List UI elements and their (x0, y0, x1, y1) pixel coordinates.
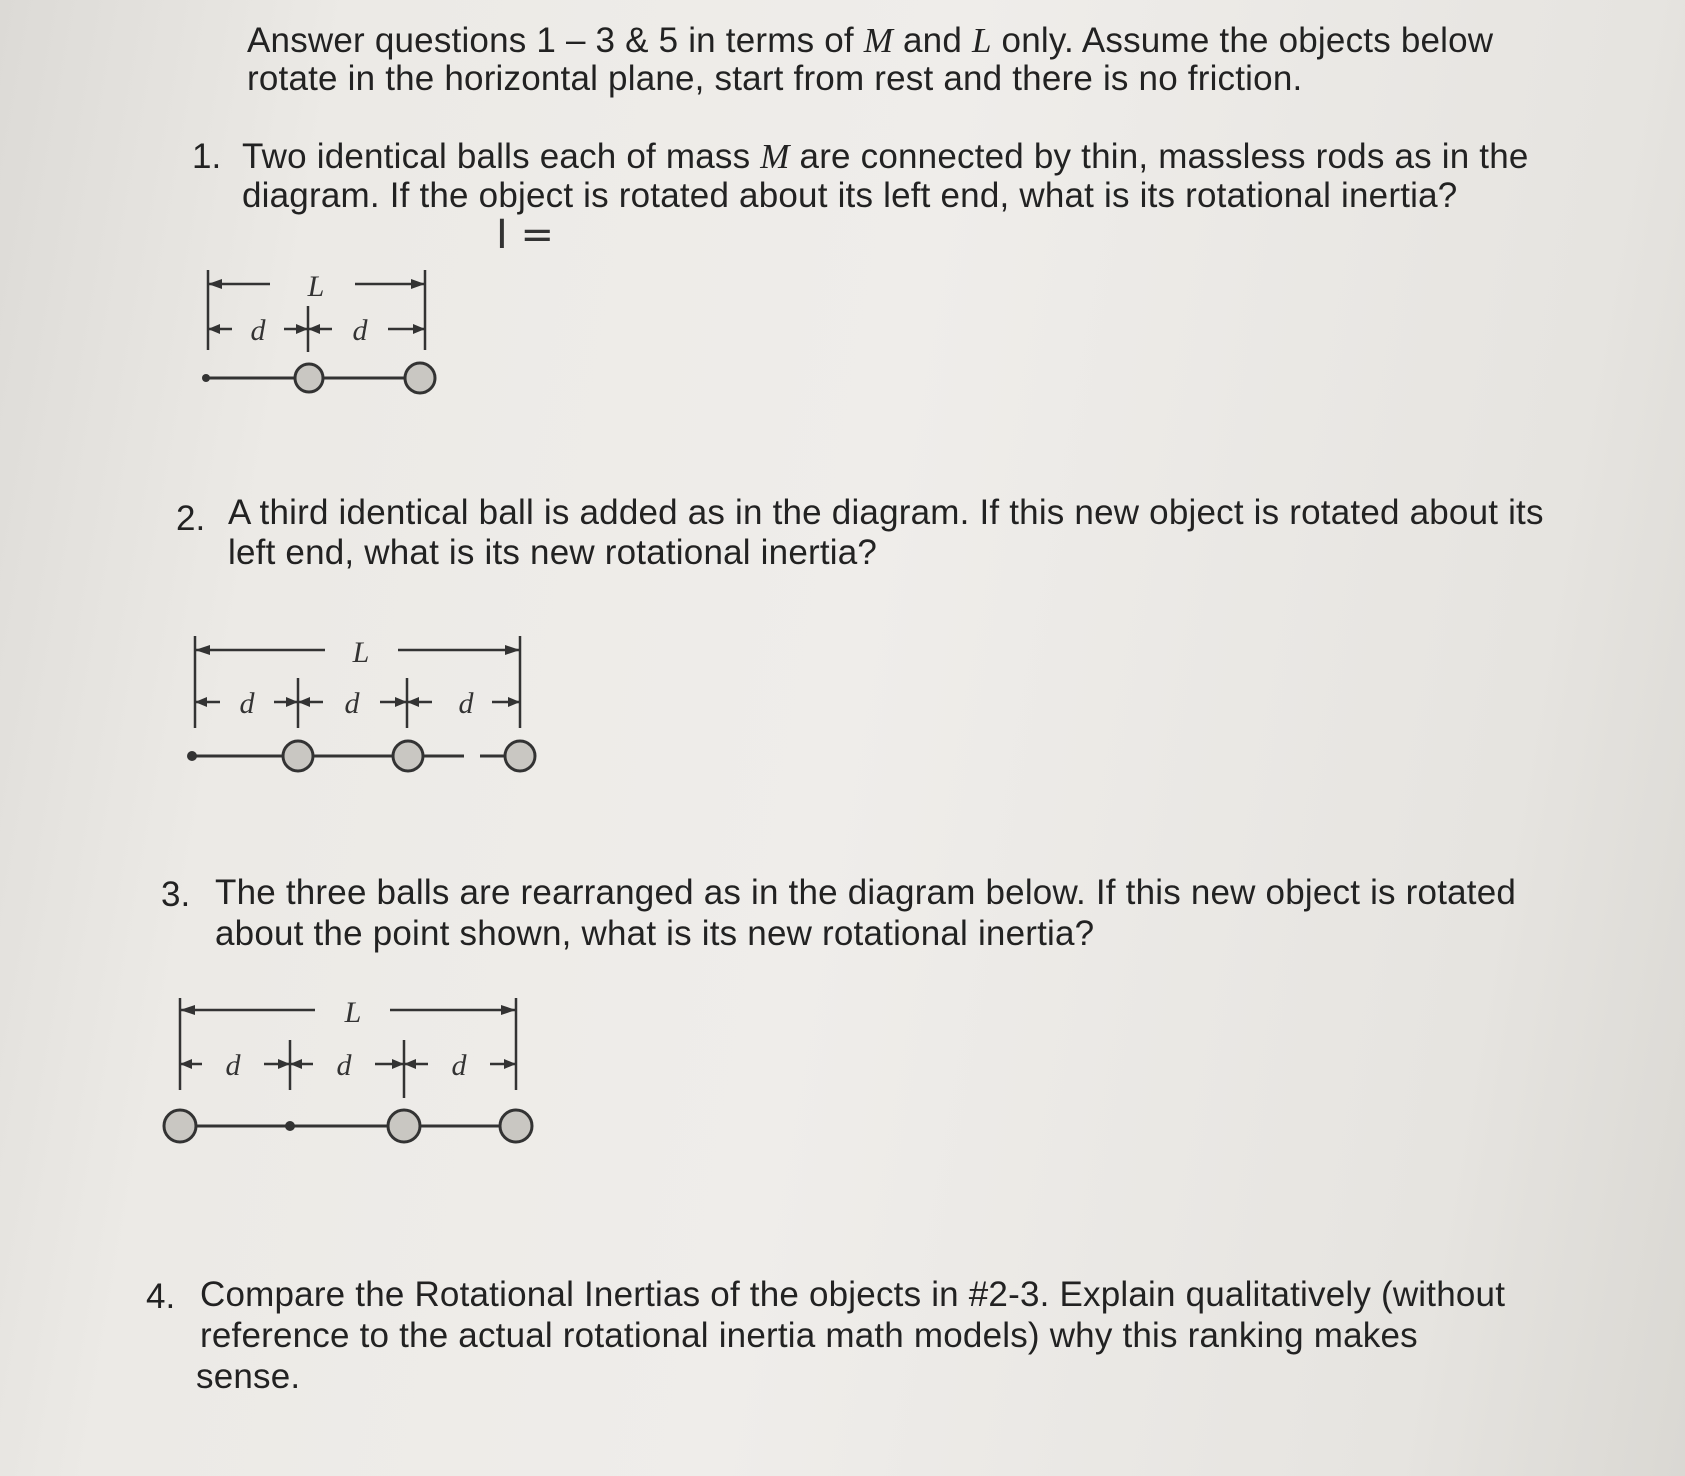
variable-m: M (863, 21, 894, 60)
question-3-line-1: The three balls are rearranged as in the diagram below. If this new object is rotated (215, 873, 1517, 912)
ball (405, 363, 435, 393)
variable-l: L (971, 21, 992, 60)
ball (295, 364, 323, 392)
question-3-line-2: about the point shown, what is its new rotational inertia? (215, 914, 1095, 953)
dimension-label-d: d (352, 314, 368, 347)
intro-text: Answer questions 1 – 3 & 5 in terms of (247, 21, 864, 60)
intro-text: and (893, 21, 972, 60)
question-4-line-1: Compare the Rotational Inertias of the objects in #2-3. Explain qualitatively (without (200, 1275, 1506, 1314)
ball (393, 741, 423, 771)
dimension-label-d: d (250, 314, 266, 347)
question-4-line-2: reference to the actual rotational inertia math models) why this ranking makes (200, 1316, 1418, 1355)
ball (505, 741, 535, 771)
variable-m: M (760, 137, 790, 176)
dimension-label-d: d (344, 687, 360, 720)
intro-line-1 (247, 20, 1493, 62)
question-1-line-2: diagram. If the object is rotated about its left end, what is its rotational inertia? (242, 176, 1458, 215)
question-2-number: 2. (176, 499, 206, 538)
dimension-label-d: d (451, 1049, 467, 1082)
question-1-text: Two identical balls each of mass (242, 137, 761, 176)
question-2-line-2: left end, what is its new rotational inertia? (228, 533, 878, 572)
dimension-label-d: d (336, 1049, 352, 1082)
question-1-number: 1. (192, 137, 222, 176)
question-3-diagram (160, 990, 540, 1150)
dimension-label-l: L (344, 996, 362, 1029)
ball (283, 741, 313, 771)
handwritten-answer: I = (496, 212, 555, 258)
question-1-diagram (190, 262, 450, 402)
question-3-number: 3. (161, 875, 191, 914)
ball (500, 1110, 532, 1142)
dimension-label-l: L (307, 270, 325, 303)
question-2-diagram (180, 628, 540, 778)
pivot-point (285, 1121, 295, 1131)
dimension-label-d: d (225, 1049, 241, 1082)
ball (388, 1110, 420, 1142)
pivot-point (187, 751, 197, 761)
dimension-label-l: L (352, 636, 370, 669)
pivot-point (202, 374, 210, 382)
intro-line-2: rotate in the horizontal plane, start from rest and there is no friction. (247, 59, 1303, 98)
question-1-line-1 (242, 136, 1529, 178)
question-4-line-3: sense. (196, 1357, 301, 1396)
question-1-text: are connected by thin, massless rods as in the (789, 137, 1529, 176)
dimension-label-d: d (458, 687, 474, 720)
question-4-number: 4. (146, 1277, 176, 1316)
intro-text: only. Assume the objects below (991, 21, 1494, 60)
dimension-label-d: d (239, 687, 255, 720)
ball (164, 1110, 196, 1142)
question-2-line-1: A third identical ball is added as in the diagram. If this new object is rotated about its (228, 493, 1544, 532)
